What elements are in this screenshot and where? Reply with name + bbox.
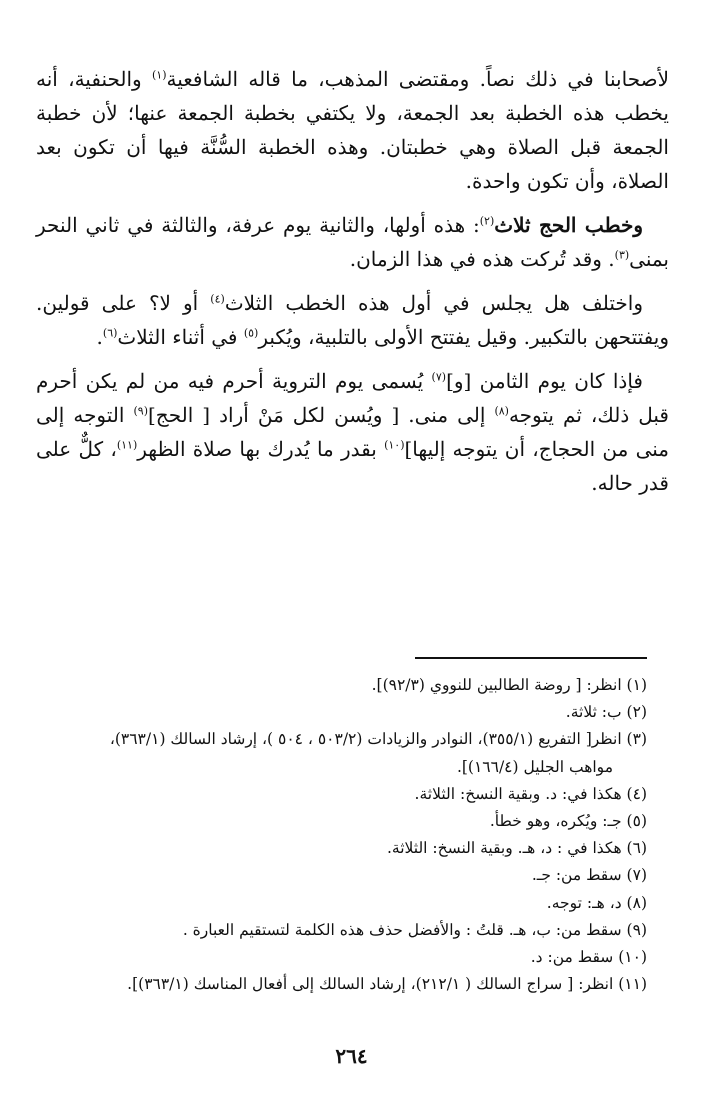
footnote-6: (٦) هكذا في : د، هـ. وبقية النسخ: الثلاثة. [386,839,647,858]
footnote-3-continuation-text: مواهب الجليل (١٦٦/٤)]. [456,757,613,776]
footnote-2: (٢) ب: ثلاثة. [565,703,647,722]
footnote-5: (٥) جـ: ويُكره، وهو خطأ. [489,812,647,831]
footnote-3-continuation [30,754,647,781]
footnote-ref[interactable]: (٦) [102,326,118,340]
text-run: . [96,325,103,349]
footnote-7: (٧) سقط من: جـ. [531,866,647,885]
footnote-ref[interactable]: (٧) [431,370,447,384]
footnote-divider [415,657,647,659]
main-text [36,62,669,510]
text-run: والحنفية، أنه يخطب هذه الخطبة بعد الجمعة، ولا يكتفي بخطبة الجمعة عنها؛ لأن خطبة الجمعة قبل الصلاة وهي خطبتان. وهذه الخطبة السُّنَّة فيها أن تكون بعد الصلاة، وأن تكون واحدة. [36,67,669,193]
paragraph-1 [36,62,669,198]
text-run: فإذا كان يوم الثامن [و] [446,369,643,393]
paragraph-2 [36,208,669,276]
text-run: بقدر ما يُدرك بها صلاة الظهر [137,437,385,461]
text-run: ، كلٌّ على قدر حاله. [36,437,669,495]
footnote-ref[interactable]: (٥) [243,326,259,340]
footnote-ref[interactable]: (٩) [133,404,148,418]
text-run: التوجه إلى منى من الحجاج، أن يتوجه إليها] [36,403,669,461]
text-run: واختلف هل يجلس في أول هذه الخطب الثلاث [224,291,643,315]
paragraph-3 [36,286,669,354]
paragraph-4 [36,364,669,500]
page-number: ٢٦٤ [335,1044,368,1068]
text-run: : هذه أولها، والثانية يوم عرفة، والثالثة في ثاني النحر بمنى [36,213,669,271]
bold-heading-run: وخطب الحج ثلاث [494,213,643,237]
footnotes [30,672,647,998]
footnote-9: (٩) سقط من: ب، هـ. قلتُ : والأفضل حذف هذه الكلمة لتستقيم العبارة . [182,920,647,939]
footnote-ref[interactable]: (١٠) [384,438,405,452]
footnote-ref[interactable]: (٨) [494,404,509,418]
footnote-10: (١٠) سقط من: د. [530,948,647,967]
footnote-ref[interactable]: (٣) [614,248,630,262]
footnote-4: (٤) هكذا في: د. وبقية النسخ: الثلاثة. [414,784,647,803]
footnote-ref[interactable]: (١١) [116,438,138,452]
text-run: يُسمى يوم التروية أحرم فيه من لم يكن أحرم قبل ذلك، ثم يتوجه [36,369,669,427]
footnote-ref[interactable]: (٤) [210,292,225,306]
text-run: . وقد تُركت هذه في هذا الزمان. [349,247,615,271]
text-run: في أثناء الثلاث [117,325,244,349]
text-run: لأصحابنا في ذلك نصاً. ومقتضى المذهب، ما قاله الشافعية [166,67,669,91]
footnote-1: (١) انظر: [ روضة الطالبين للنووي (٩٢/٣)]. [371,676,647,694]
footnote-3: (٣) انظر[ التفريع (٣٥٥/١)، النوادر والزيادات (٥٠٣/٢ ، ٥٠٤ )، إرشاد السالك (٣٦٣/١)، [109,730,647,749]
footnote-ref[interactable]: (٢) [479,214,495,228]
text-run: إلى منى. [ ويُسن لكل مَنْ أراد [ الحج] [148,403,495,427]
footnote-11: (١١) انظر: [ سراج السالك ( ٢١٢/١)، إرشاد السالك إلى أفعال المناسك (٣٦٣/١)]. [127,975,647,994]
text-run: أو لا؟ على قولين. ويفتتحهن بالتكبير. وقيل يفتتح الأولى بالتلبية، ويُكبر [36,291,669,349]
footnote-ref[interactable]: (١) [152,68,167,82]
footnote-8: (٨) د، هـ: توجه. [546,893,647,912]
